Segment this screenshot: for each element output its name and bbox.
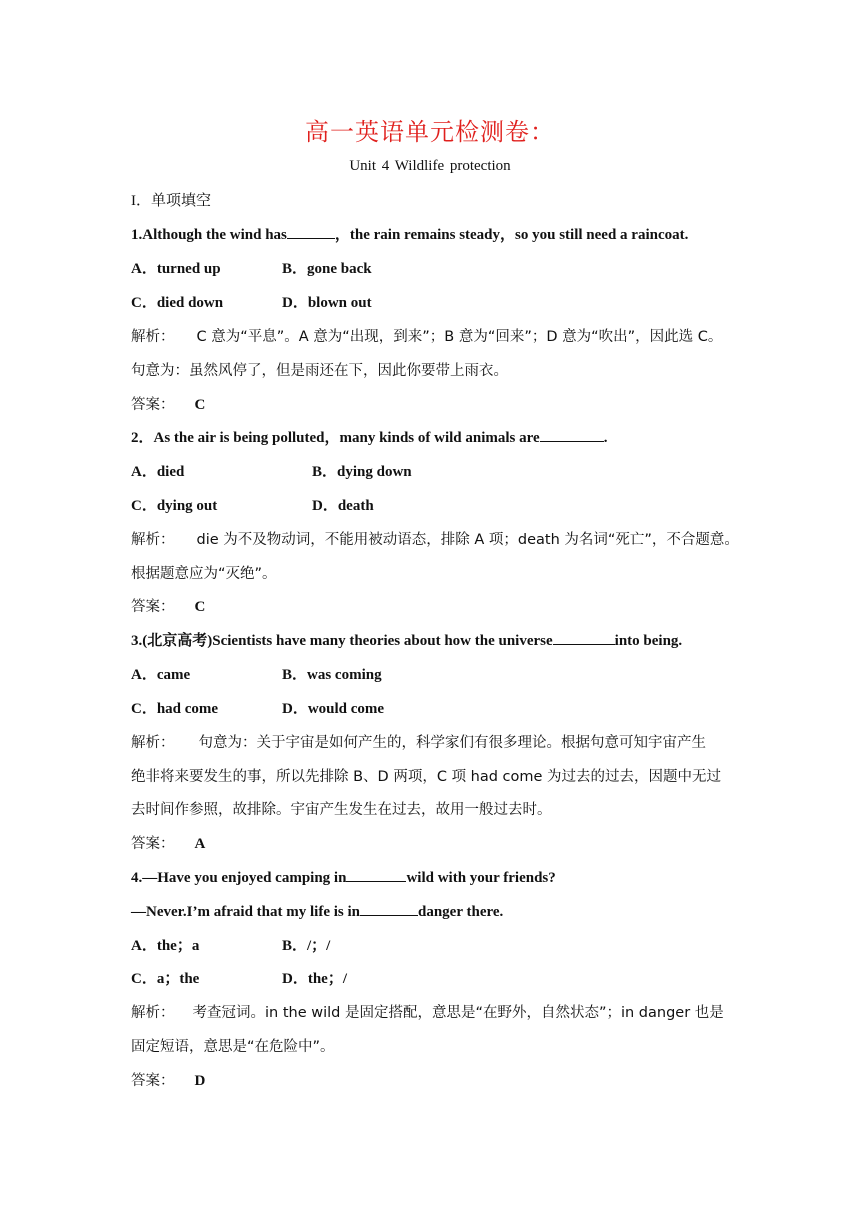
question-2-analysis-cont: 根据题意应为“灭绝”。: [131, 566, 277, 582]
answer-blank: [360, 903, 418, 916]
question-3-option-a: A．came: [131, 667, 191, 683]
question-1-option-a: A．turned up: [131, 261, 221, 277]
question-4-stem-2: [131, 903, 503, 921]
answer-value: A: [194, 836, 206, 852]
question-3-option-d: D．would come: [282, 701, 385, 717]
question-1-stem-end: ，the rain remains steady，so you still need a raincoat.: [334, 227, 689, 243]
answer-blank: [540, 429, 604, 442]
answer-label: 答案：: [131, 599, 175, 615]
question-3-option-b: B．was coming: [282, 667, 382, 683]
question-2-stem-start: 2．As the air is being polluted，many kinds of wild animals are: [131, 430, 540, 446]
answer-blank: [287, 226, 335, 239]
analysis-label: 解析：: [131, 532, 175, 548]
question-4-analysis-cont: 固定短语，意思是“在危险中”。: [131, 1039, 335, 1055]
question-3-stem: [131, 632, 682, 650]
question-2-option-d: D．death: [312, 498, 374, 514]
question-3-analysis-cont: 绝非将来要发生的事，所以先排除 B、D 两项，C 项 had come 为过去的过去，因题中无过: [131, 769, 722, 785]
question-3-stem-start: 3.(北京高考)Scientists have many theories about how the universe: [131, 633, 553, 649]
question-4-analysis: [131, 1004, 724, 1022]
question-4-option-a: A．the；a: [131, 938, 200, 954]
analysis-label: 解析：: [131, 1005, 175, 1021]
document-title: 高一英语单元检测卷：: [305, 118, 555, 146]
question-3-option-c: C．had come: [131, 701, 219, 717]
question-3-analysis: [131, 734, 706, 752]
answer-blank: [346, 869, 406, 882]
question-4-option-c: C．a；the: [131, 971, 200, 987]
question-1-option-b: B．gone back: [282, 261, 372, 277]
question-4-stem-start: 4.—Have you enjoyed camping in: [131, 870, 347, 886]
analysis-text: C 意为“平息”。A 意为“出现，到来”；B 意为“回来”；D 意为“吹出”，因此选 C。: [196, 329, 723, 345]
question-2-option-a: A．died: [131, 464, 185, 480]
analysis-label: 解析：: [131, 735, 175, 751]
analysis-text: 考查冠词。in the wild 是固定搭配，意思是“在野外，自然状态”；in danger 也是: [192, 1005, 724, 1021]
question-2-option-b: B．dying down: [312, 464, 412, 480]
question-2-stem-end: .: [603, 430, 608, 446]
question-3-analysis-cont2: 去时间作参照，故排除。宇宙产生发生在过去，故用一般过去时。: [131, 802, 552, 818]
question-1-answer: [131, 396, 205, 414]
document-subtitle: Unit 4 Wildlife protection: [349, 158, 511, 174]
answer-label: 答案：: [131, 397, 175, 413]
answer-value: C: [194, 599, 206, 615]
answer-value: C: [194, 397, 206, 413]
question-2-option-c: C．dying out: [131, 498, 218, 514]
analysis-text: die 为不及物动词，不能用被动语态，排除 A 项；death 为名词“死亡”，不合题意。: [196, 532, 739, 548]
question-1-option-d: D．blown out: [282, 295, 372, 311]
question-1-analysis: [131, 328, 722, 346]
question-1-stem-start: 1.Although the wind has: [131, 227, 287, 243]
question-2-stem: [131, 429, 607, 447]
answer-blank: [553, 632, 615, 645]
question-2-analysis: [131, 531, 739, 549]
question-2-answer: [131, 598, 205, 616]
question-1-option-c: C．died down: [131, 295, 224, 311]
question-1-analysis-cont: 句意为：虽然风停了，但是雨还在下，因此你要带上雨衣。: [131, 363, 508, 379]
section-heading: I．单项填空: [131, 193, 211, 209]
analysis-text: 句意为：关于宇宙是如何产生的，科学家们有很多理论。根据句意可知宇宙产生: [198, 735, 706, 751]
question-4-stem-end: wild with your friends?: [406, 870, 556, 886]
answer-label: 答案：: [131, 1073, 175, 1089]
question-4-answer: [131, 1072, 205, 1090]
question-4-option-d: D．the；/: [282, 971, 347, 987]
question-4-stem2-start: —Never.I’m afraid that my life is in: [131, 904, 360, 920]
question-4-option-b: B．/；/: [282, 938, 331, 954]
answer-label: 答案：: [131, 836, 175, 852]
question-4-stem2-end: danger there.: [418, 904, 504, 920]
analysis-label: 解析：: [131, 329, 175, 345]
question-4-stem: [131, 869, 556, 887]
question-3-stem-end: into being.: [614, 633, 683, 649]
question-3-answer: [131, 835, 205, 853]
question-1-stem: [131, 226, 688, 244]
answer-value: D: [194, 1073, 206, 1089]
